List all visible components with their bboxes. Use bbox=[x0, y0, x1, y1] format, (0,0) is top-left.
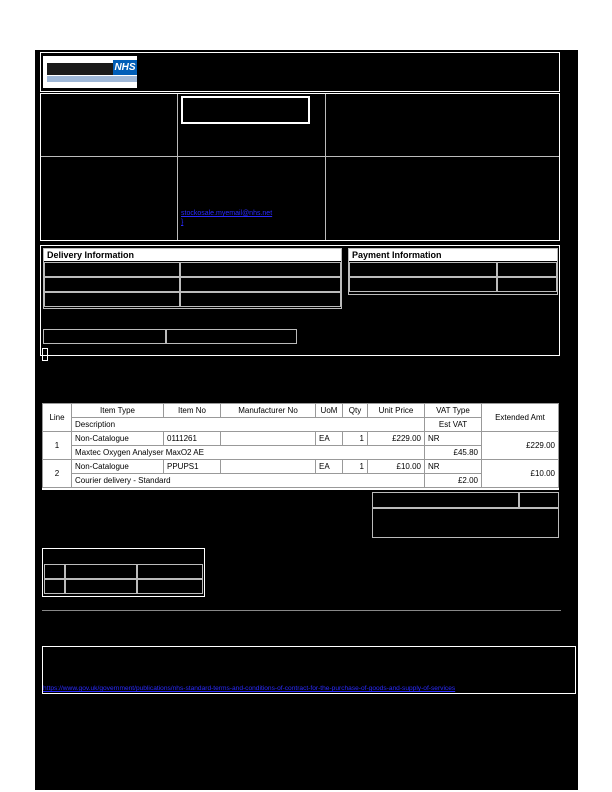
row-item-no: 0111261 bbox=[164, 432, 221, 446]
totals-box bbox=[372, 508, 559, 538]
reference-cell bbox=[43, 329, 166, 344]
delivery-cell bbox=[44, 277, 180, 292]
header-line: Line bbox=[43, 404, 72, 432]
approval-cell bbox=[137, 564, 203, 579]
header-extended-amt: Extended Amt bbox=[482, 404, 559, 432]
row-item-type: Non-Catalogue bbox=[72, 460, 164, 474]
header-vat-type: VAT Type bbox=[425, 404, 482, 418]
row-vat-type: NR bbox=[425, 432, 482, 446]
delivery-title: Delivery Information bbox=[44, 249, 341, 261]
logo-sub-strip bbox=[47, 76, 137, 82]
terms-link[interactable]: https://www.gov.uk/government/publications/nhs-standard-terms-and-conditions-of-contract-for-the-purchase-of-goods-and-supply-of-services bbox=[43, 685, 456, 692]
row-unit-price: £229.00 bbox=[368, 432, 425, 446]
email-link-continued[interactable]: } bbox=[181, 219, 184, 226]
header-description: Description bbox=[72, 418, 425, 432]
header-item-type: Item Type bbox=[72, 404, 164, 418]
header-uom: UoM bbox=[316, 404, 343, 418]
table-row bbox=[43, 432, 559, 446]
header-qty: Qty bbox=[343, 404, 368, 418]
row-uom: EA bbox=[316, 432, 343, 446]
nhs-logo bbox=[43, 56, 137, 88]
logo-dark-strip bbox=[47, 63, 113, 75]
totals-cell bbox=[372, 492, 519, 508]
row-extended-amt: £10.00 bbox=[482, 460, 559, 488]
approval-cell bbox=[65, 564, 137, 579]
items-table bbox=[42, 403, 559, 488]
header-unit-price: Unit Price bbox=[368, 404, 425, 418]
delivery-cell bbox=[180, 292, 341, 307]
row-line: 1 bbox=[43, 432, 72, 460]
row-uom: EA bbox=[316, 460, 343, 474]
totals-cell bbox=[519, 492, 559, 508]
divider bbox=[42, 610, 561, 611]
payment-cell bbox=[497, 277, 557, 292]
payment-cell bbox=[349, 262, 497, 277]
delivery-cell bbox=[180, 277, 341, 292]
email-link[interactable]: stockosale.myemail@nhs.net bbox=[181, 210, 273, 217]
grid-hline bbox=[41, 156, 559, 157]
row-est-vat: £2.00 bbox=[425, 474, 482, 488]
row-line: 2 bbox=[43, 460, 72, 488]
header-manufacturer-no: Manufacturer No bbox=[221, 404, 316, 418]
row-unit-price: £10.00 bbox=[368, 460, 425, 474]
approval-cell bbox=[44, 564, 65, 579]
order-number-box bbox=[181, 96, 310, 124]
approval-cell bbox=[44, 579, 65, 594]
approval-cell bbox=[137, 579, 203, 594]
payment-cell bbox=[349, 277, 497, 292]
reference-cell bbox=[166, 329, 297, 344]
nhs-logo-text: NHS bbox=[114, 62, 136, 73]
payment-cell bbox=[497, 262, 557, 277]
grid-vline-2 bbox=[325, 94, 326, 240]
small-marker bbox=[42, 348, 48, 361]
delivery-cell bbox=[180, 262, 341, 277]
delivery-cell bbox=[44, 292, 180, 307]
approval-cell bbox=[65, 579, 137, 594]
table-header-row bbox=[43, 404, 559, 418]
delivery-cell bbox=[44, 262, 180, 277]
grid-vline-1 bbox=[177, 94, 178, 240]
row-manufacturer-no bbox=[221, 460, 316, 474]
table-row-description bbox=[43, 474, 559, 488]
table-row-description bbox=[43, 446, 559, 460]
table-row bbox=[43, 460, 559, 474]
row-extended-amt: £229.00 bbox=[482, 432, 559, 460]
row-item-type: Non-Catalogue bbox=[72, 432, 164, 446]
header-item-no: Item No bbox=[164, 404, 221, 418]
table-subheader-row bbox=[43, 418, 559, 432]
row-vat-type: NR bbox=[425, 460, 482, 474]
row-qty: 1 bbox=[343, 432, 368, 446]
row-est-vat: £45.80 bbox=[425, 446, 482, 460]
row-manufacturer-no bbox=[221, 432, 316, 446]
header-est-vat: Est VAT bbox=[425, 418, 482, 432]
items-table-wrap bbox=[42, 403, 559, 490]
payment-title: Payment Information bbox=[349, 249, 557, 261]
row-description: Maxtec Oxygen Analyser MaxO2 AE bbox=[72, 446, 425, 460]
row-qty: 1 bbox=[343, 460, 368, 474]
row-item-no: PPUPS1 bbox=[164, 460, 221, 474]
row-description: Courier delivery - Standard bbox=[72, 474, 425, 488]
